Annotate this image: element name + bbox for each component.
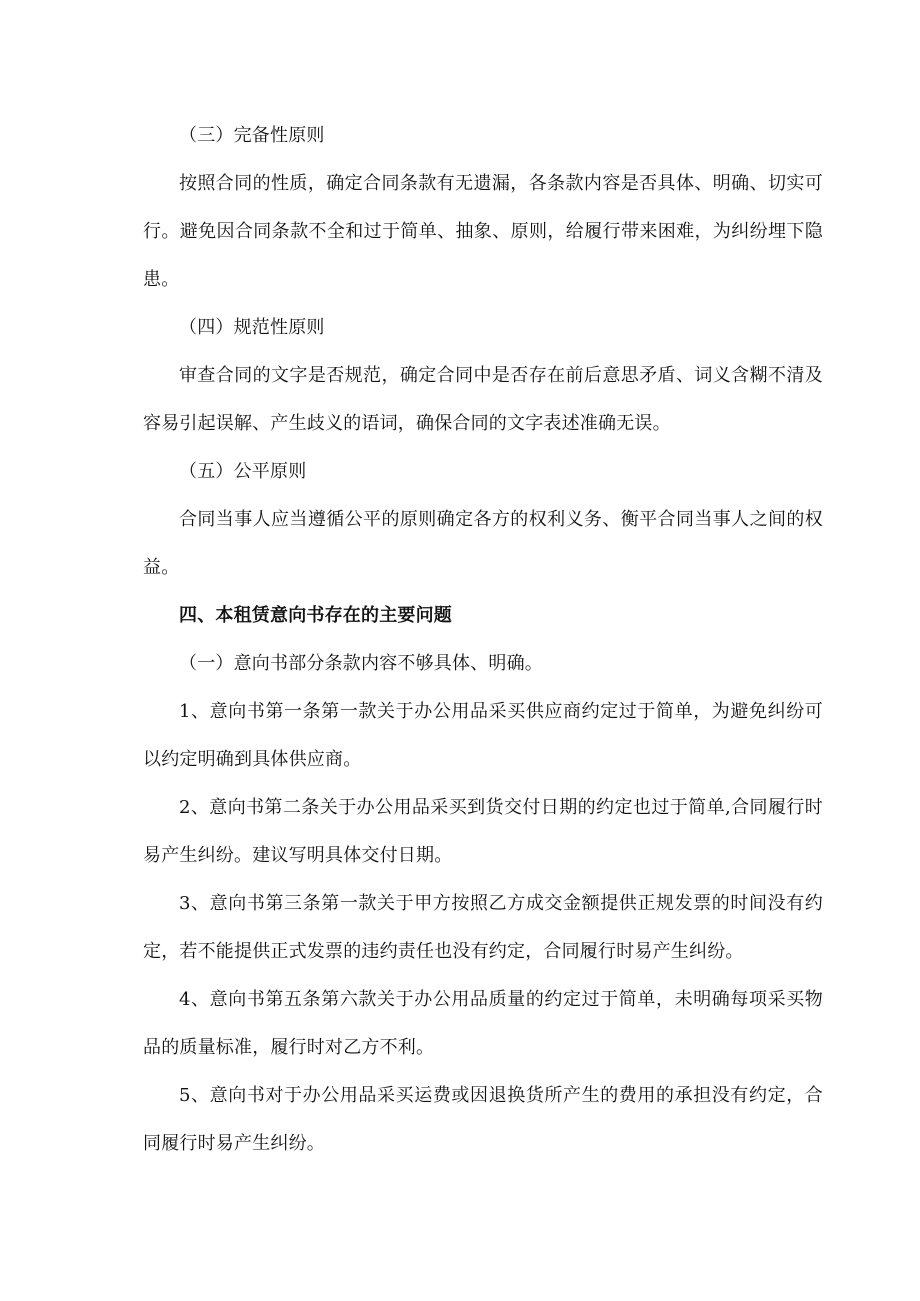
subheading-terms-not-specific: （一）意向书部分条款内容不够具体、明确。 (179, 653, 543, 674)
list-item-5: 5、意向书对于办公用品采买运费或因退换货所产生的费用的承担没有约定，合同履行时易产生纠纷。 (143, 1085, 823, 1154)
subheading-standardization-principle: （四）规范性原则 (179, 317, 325, 338)
paragraph-completeness-text: 按照合同的性质，确定合同条款有无遗漏，各条款内容是否具体、明确、切实可行。避免因合同条款不全和过于简单、抽象、原则，给履行带来困难，为纠纷埋下隐患。 (143, 173, 823, 290)
subheading-fairness-principle: （五）公平原则 (179, 461, 307, 482)
list-item-4: 4、意向书第五条第六款关于办公用品质量的约定过于简单，未明确每项采买物品的质量标准，履行时对乙方不利。 (143, 989, 823, 1058)
paragraph-fairness-text: 合同当事人应当遵循公平的原则确定各方的权利义务、衡平合同当事人之间的权益。 (143, 509, 823, 578)
section-heading-main-problems: 四、本租赁意向书存在的主要问题 (179, 605, 452, 626)
document-body (143, 112, 823, 1168)
list-item-1: 1、意向书第一条第一款关于办公用品采买供应商约定过于简单，为避免纠纷可以约定明确到具体供应商。 (143, 701, 823, 770)
list-item-2: 2、意向书第二条关于办公用品采买到货交付日期的约定也过于简单,合同履行时易产生纠纷。建议写明具体交付日期。 (143, 797, 823, 866)
list-item-3: 3、意向书第三条第一款关于甲方按照乙方成交金额提供正规发票的时间没有约定，若不能提供正式发票的违约责任也没有约定，合同履行时易产生纠纷。 (143, 893, 823, 962)
paragraph-standardization-text: 审查合同的文字是否规范，确定合同中是否存在前后意思矛盾、词义含糊不清及容易引起误解、产生歧义的语词，确保合同的文字表述准确无误。 (143, 365, 823, 434)
subheading-completeness-principle: （三）完备性原则 (179, 125, 325, 146)
